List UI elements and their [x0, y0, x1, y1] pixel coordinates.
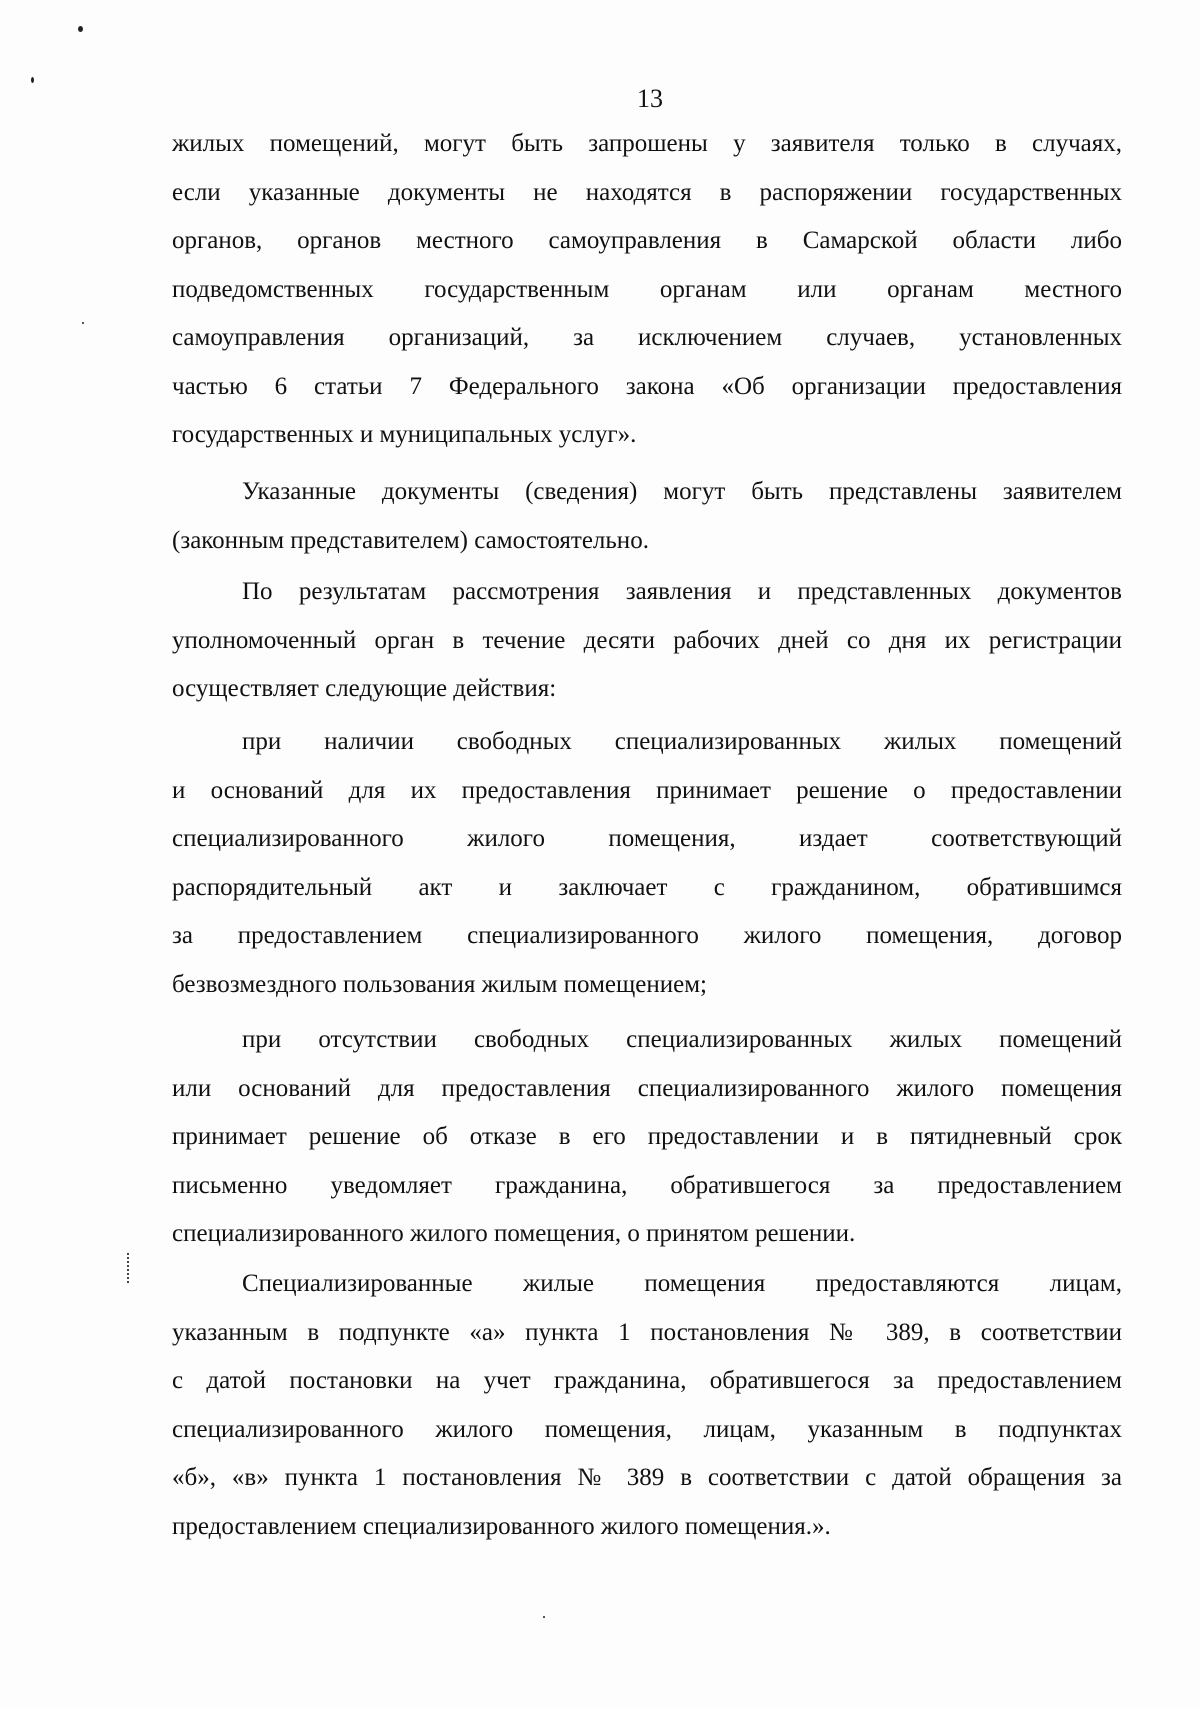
text-line: осуществляет следующие действия: [172, 675, 557, 702]
text-line: (законным представителем) самостоятельно. [172, 526, 649, 554]
scan-speck [31, 77, 34, 83]
text-line: самоуправления организаций, за исключением случаев, установленных [172, 324, 1122, 351]
paragraph-availability [172, 718, 1122, 1009]
text-line: если указанные документы не находятся в распоряжении государственных [172, 178, 1122, 206]
scan-speck [127, 1253, 131, 1283]
scan-speck [82, 322, 84, 324]
text-line: органов, органов местного самоуправления в Самарской области либо [172, 227, 1122, 254]
text-line: Указанные документы (сведения) могут быть представлены заявителем [242, 478, 1122, 505]
text-line: «б», «в» пункта 1 постановления № 389 в соответствии с датой обращения за [172, 1464, 1122, 1491]
text-line: подведомственных государственным органам или органам местного [172, 275, 1122, 303]
text-line: Специализированные жилые помещения предоставляются лицам, [242, 1270, 1122, 1297]
text-line: частью 6 статьи 7 Федерального закона «Об организации предоставления [172, 372, 1122, 400]
scan-speck [543, 1616, 545, 1618]
text-line: специализированного жилого помещения, лицам, указанным в подпунктах [172, 1415, 1122, 1443]
text-line: специализированного жилого помещения, издает соответствующий [172, 825, 1122, 852]
text-line: распорядительный акт и заключает с гражданином, обратившимся [172, 873, 1122, 901]
text-line: письменно уведомляет гражданина, обратившегося за предоставлением [172, 1171, 1122, 1199]
text-line: или оснований для предоставления специализированного жилого помещения [172, 1074, 1122, 1102]
text-line: государственных и муниципальных услуг». [172, 421, 637, 448]
text-line: принимает решение об отказе в его предоставлении и в пятидневный срок [172, 1123, 1122, 1150]
paragraph-documents [172, 468, 1122, 565]
text-line: По результатам рассмотрения заявления и представленных документов [242, 578, 1122, 605]
text-line: жилых помещений, могут быть запрошены у заявителя только в случаях, [172, 130, 1122, 157]
text-line: за предоставлением специализированного жилого помещения, договор [172, 922, 1122, 949]
text-line: уполномоченный орган в течение десяти рабочих дней со дня их регистрации [172, 626, 1122, 654]
scan-speck [78, 26, 83, 32]
paragraph-results [172, 568, 1122, 714]
text-line: при отсутствии свободных специализированных жилых помещений [242, 1026, 1122, 1053]
page-number: 13 [637, 84, 663, 113]
paragraph-continuation [172, 120, 1122, 460]
text-line: специализированного жилого помещения, о принятом решении. [172, 1220, 856, 1247]
text-line: с датой постановки на учет гражданина, обратившегося за предоставлением [172, 1367, 1122, 1394]
text-line: при наличии свободных специализированных жилых помещений [242, 728, 1122, 755]
paragraph-refusal [172, 1016, 1122, 1259]
text-line: предоставлением специализированного жилого помещения.». [172, 1512, 831, 1540]
text-line: и оснований для их предоставления принимает решение о предоставлении [172, 776, 1122, 804]
text-line: указанным в подпункте «а» пункта 1 постановления № 389, в соответствии [172, 1318, 1122, 1346]
text-line: безвозмездного пользования жилым помещением; [172, 970, 707, 998]
paragraph-provision [172, 1260, 1122, 1551]
